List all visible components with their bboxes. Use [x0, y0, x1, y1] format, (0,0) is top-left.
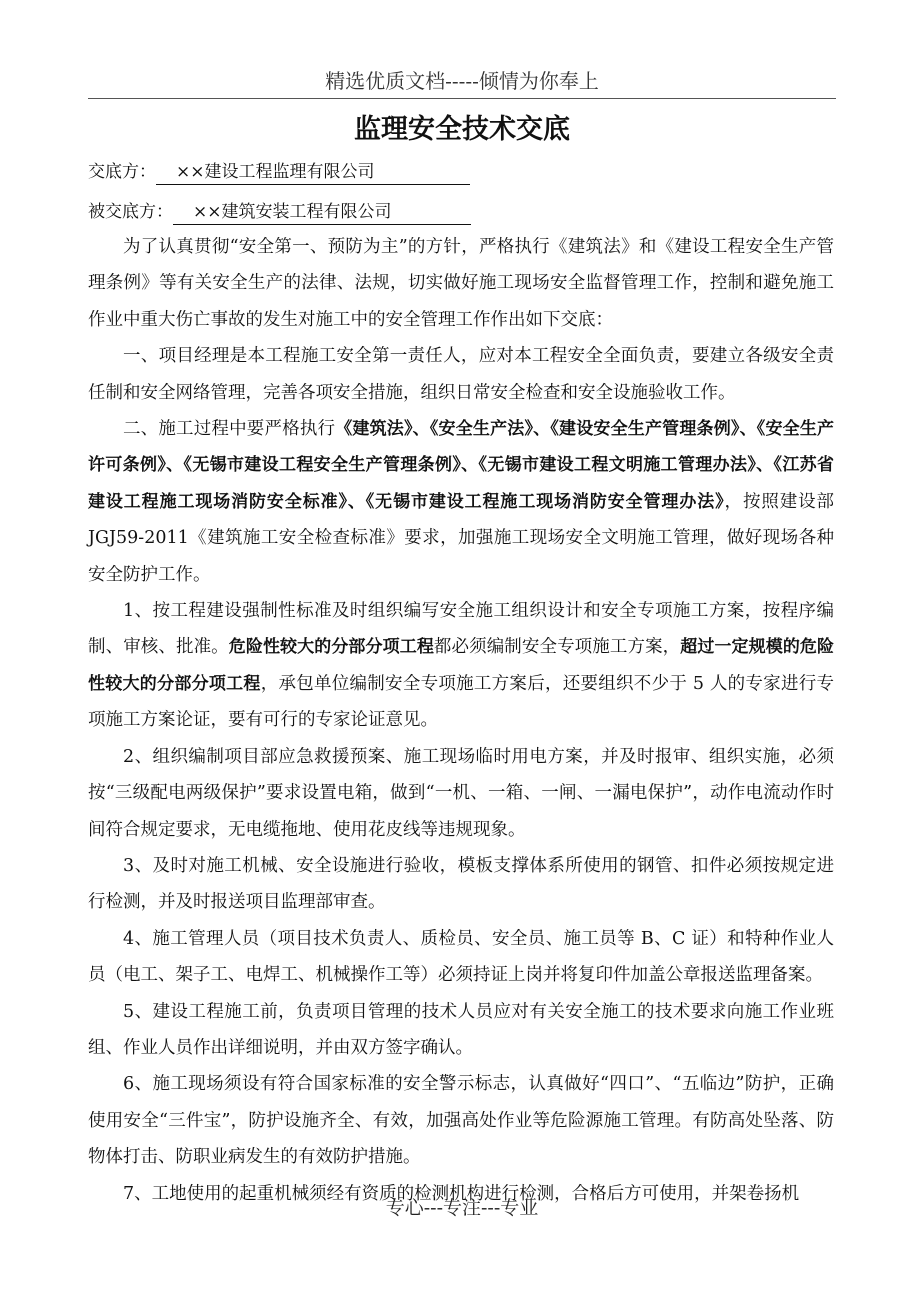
receiving-party-label: 被交底方： — [88, 202, 173, 222]
paragraph-2-lead: 二、施工过程中要严格执行 — [123, 419, 336, 440]
paragraph-3-lead: 1、按工程建设强制性标准及时组织编写安全施工组织设计和安全专项施工方案，按程序编制、审核、批准。 — [88, 601, 834, 658]
paragraph-8: 6、施工现场须设有符合国家标准的安全警示标志，认真做好“四口”、“五临边”防护，正确使用安全“三件宝”，防护设施齐全、有效，加强高处作业等危险源施工管理。有防高处坠落、防物体打击、防职业病发生的有效防护措施。 — [88, 1074, 834, 1168]
paragraph-5: 3、及时对施工机械、安全设施进行验收，模板支撑体系所使用的钢管、扣件必须按规定进行检测，并及时报送项目监理部审查。 — [88, 855, 834, 913]
paragraph-3-mid: 都必须编制安全专项施工方案， — [433, 637, 681, 658]
paragraph-4: 2、组织编制项目部应急救援预案、施工现场临时用电方案，并及时报审、组织实施，必须按“三级配电两级保护”要求设置电箱，做到“一机、一箱、一闸、一漏电保护”，动作电流动作时间符合规定要求，无电缆拖地、使用花皮线等违规现象。 — [88, 746, 834, 840]
document-title: 监理安全技术交底 — [354, 114, 570, 145]
receiving-party-value: ××建筑安装工程有限公司 — [173, 200, 471, 225]
page-footer — [88, 1193, 836, 1223]
document-body — [88, 229, 834, 1212]
disclosing-party — [88, 160, 470, 185]
paragraph-3-emphasis-1: 危险性较大的分部分项工程 — [228, 637, 434, 658]
paragraph-3-emphasis-2: 超过一定规模的危险性较大的分部分项工程 — [88, 637, 835, 694]
paragraph-1: 一、项目经理是本工程施工安全第一责任人，应对本工程安全全面负责，要建立各级安全责任制和安全网络管理，完善各项安全措施，组织日常安全检查和安全设施验收工作。 — [88, 346, 834, 403]
paragraph-3 — [88, 593, 834, 739]
paragraph-2-regulations: 《建筑法》、《安全生产法》、《建设安全生产管理条例》、《安全生产许可条例》、《无锡市建设工程安全生产管理条例》、《无锡市建设工程文明施工管理办法》、《江苏省建设工程施工现场消防安全标准》、《无锡市建设工程施工现场消防安全管理办法》 — [88, 419, 835, 512]
header-text: 精选优质文档-----倾情为你奉上 — [325, 69, 599, 93]
paragraph-3-tail: ，承包单位编制安全专项施工方案后，还要组织不少于 5 人的专家进行专项施工方案论证，要有可行的专家论证意见。 — [88, 673, 835, 731]
disclosing-party-value: ××建设工程监理有限公司 — [156, 160, 470, 185]
paragraph-2 — [88, 411, 834, 593]
paragraph-2-tail: ，按照建设部 JGJ59-2011《建筑施工安全检查标准》要求，加强施工现场安全文明施工管理，做好现场各种安全防护工作。 — [88, 491, 835, 585]
paragraph-9: 7、工地使用的起重机械须经有资质的检测机构进行检测，合格后方可使用，并架卷扬机 — [123, 1183, 800, 1204]
paragraph-7: 5、建设工程施工前，负责项目管理的技术人员应对有关安全施工的技术要求向施工作业班组、作业人员作出详细说明，并由双方签字确认。 — [88, 1001, 834, 1058]
footer-text: 专心---专注---专业 — [385, 1197, 539, 1219]
page-header — [88, 66, 836, 99]
disclosing-party-label: 交底方： — [88, 162, 156, 182]
receiving-party — [88, 200, 471, 225]
paragraph-intro: 为了认真贯彻“安全第一、预防为主”的方针，严格执行《建筑法》和《建设工程安全生产管理条例》等有关安全生产的法律、法规，切实做好施工现场安全监督管理工作，控制和避免施工作业中重大伤亡事故的发生对施工中的安全管理工作作出如下交底： — [88, 237, 834, 330]
paragraph-6: 4、施工管理人员（项目技术负责人、质检员、安全员、施工员等 B、C 证）和特种作业人员（电工、架子工、电焊工、机械操作工等）必须持证上岗并将复印件加盖公章报送监理备案。 — [88, 928, 834, 986]
